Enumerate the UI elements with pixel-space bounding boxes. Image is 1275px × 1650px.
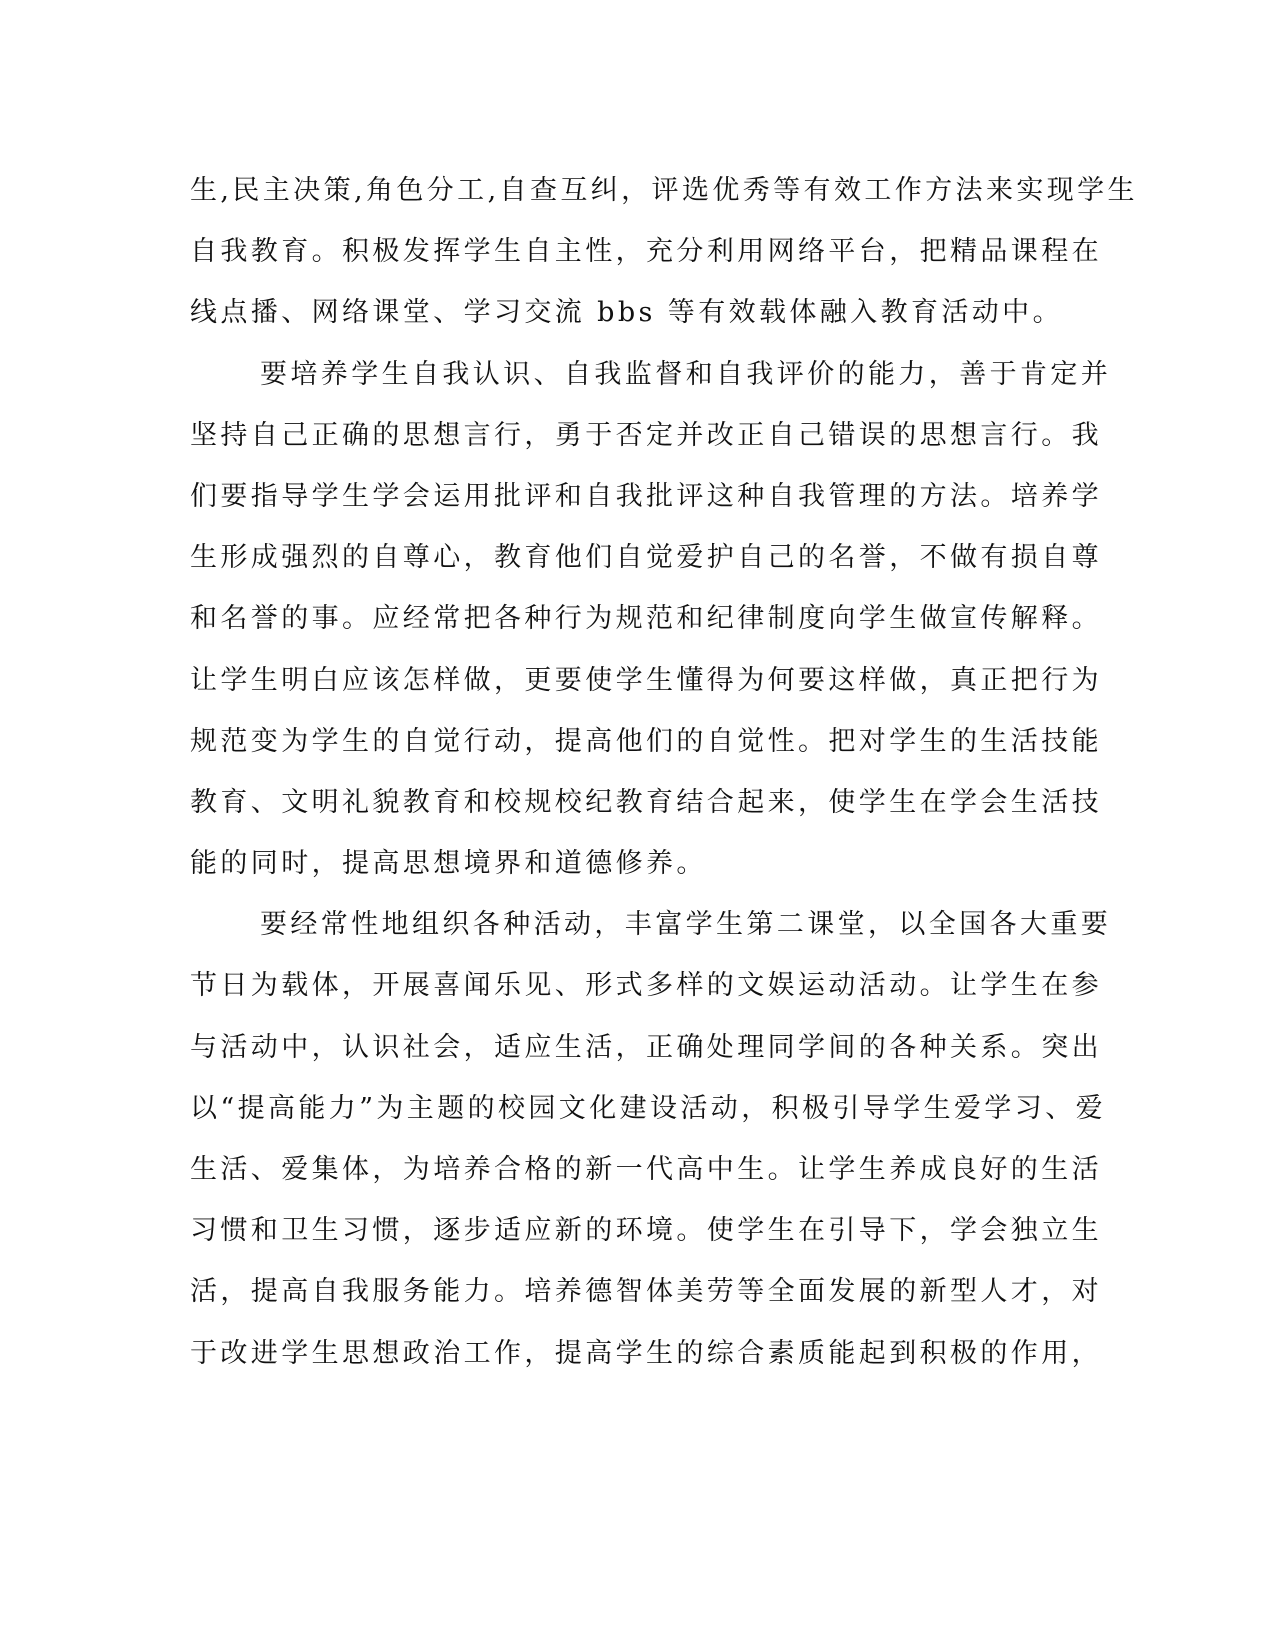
document-body [190, 160, 1138, 1384]
text-line: 生形成强烈的自尊心，教育他们自觉爱护自己的名誉，不做有损自尊 [190, 542, 1102, 574]
text-line: 生,民主决策,角色分工,自查互纠，评选优秀等有效工作方法来实现学生 [190, 175, 1138, 206]
text-line: 与活动中，认识社会，适应生活，正确处理同学间的各种关系。突出 [190, 1031, 1102, 1063]
text-line: 于改进学生思想政治工作，提高学生的综合素质能起到积极的作用， [190, 1337, 1102, 1369]
text-line: 要经常性地组织各种活动，丰富学生第二课堂，以全国各大重要 [260, 909, 1112, 941]
paragraph-2 [190, 344, 1112, 895]
text-line: 生活、爱集体，为培养合格的新一代高中生。让学生养成良好的生活 [190, 1154, 1102, 1185]
text-line: 线点播、网络课堂、学习交流 bbs 等有效载体融入教育活动中。 [190, 297, 1063, 329]
text-line: 要培养学生自我认识、自我监督和自我评价的能力，善于肯定并 [260, 358, 1112, 390]
text-line: 规范变为学生的自觉行动，提高他们的自觉性。把对学生的生活技能 [190, 725, 1102, 757]
text-line: 让学生明白应该怎样做，更要使学生懂得为何要这样做，真正把行为 [190, 664, 1102, 696]
text-line: 坚持自己正确的思想言行，勇于否定并改正自己错误的思想言行。我 [190, 419, 1102, 451]
text-line: 自我教育。积极发挥学生自主性，充分利用网络平台，把精品课程在 [190, 236, 1102, 268]
text-line: 教育、文明礼貌教育和校规校纪教育结合起来，使学生在学会生活技 [190, 786, 1102, 818]
text-line: 习惯和卫生习惯，逐步适应新的环境。使学生在引导下，学会独立生 [190, 1215, 1102, 1247]
text-line: 们要指导学生学会运用批评和自我批评这种自我管理的方法。培养学 [190, 480, 1102, 512]
text-line: 节日为载体，开展喜闻乐见、形式多样的文娱运动活动。让学生在参 [190, 970, 1102, 1002]
text-line: 活，提高自我服务能力。培养德智体美劳等全面发展的新型人才，对 [190, 1276, 1102, 1308]
text-line: 和名誉的事。应经常把各种行为规范和纪律制度向学生做宣传解释。 [190, 603, 1102, 635]
paragraph-1 [190, 160, 1138, 344]
text-line: 能的同时，提高思想境界和道德修养。 [190, 848, 707, 880]
text-line: 以“提高能力”为主题的校园文化建设活动，积极引导学生爱学习、爱 [190, 1092, 1107, 1124]
paragraph-3 [190, 894, 1112, 1384]
